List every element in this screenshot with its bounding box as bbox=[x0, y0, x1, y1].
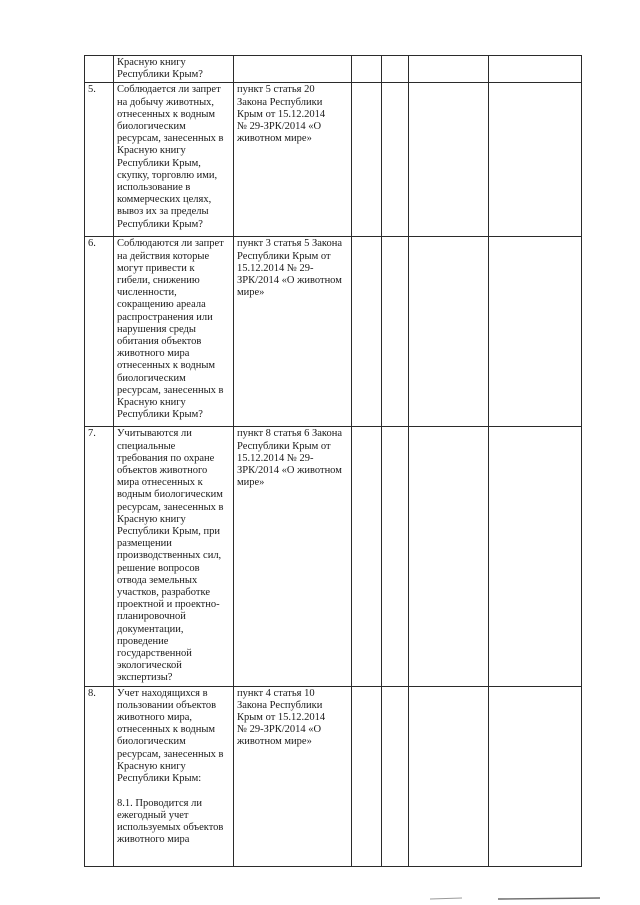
legal-basis-line: Закона Республики bbox=[237, 699, 323, 711]
question-line: проектной и проектно- bbox=[117, 599, 220, 611]
question-line: численности, bbox=[117, 287, 177, 299]
question-line: Учитываются ли bbox=[117, 428, 192, 440]
legal-basis-line: Закона Республики bbox=[237, 96, 323, 108]
question-line: Республики Крым? bbox=[117, 69, 203, 81]
question-line: Красную книгу bbox=[117, 145, 186, 157]
legal-basis-line: ЗРК/2014 «О животном bbox=[237, 465, 342, 477]
question-line: требования по охране bbox=[117, 452, 215, 464]
legal-basis-cell bbox=[234, 56, 352, 83]
legal-basis-line: 15.12.2014 № 29- bbox=[237, 262, 314, 274]
question-line bbox=[117, 785, 230, 797]
question-line: 8.1. Проводится ли bbox=[117, 797, 202, 809]
question-line: используемых объектов bbox=[117, 821, 224, 833]
question-line: Красную книгу bbox=[117, 397, 186, 409]
question-line: на добычу животных, bbox=[117, 96, 215, 108]
answer-cell bbox=[489, 427, 582, 686]
answer-cell bbox=[382, 427, 409, 686]
question-line: животного мира bbox=[117, 348, 190, 360]
legal-basis-line: № 29-ЗРК/2014 «О bbox=[237, 724, 322, 736]
question-line: сокращению ареала bbox=[117, 299, 206, 311]
question-line: Красную книгу bbox=[117, 57, 186, 68]
question-line: размещении bbox=[117, 538, 172, 550]
question-line: использование в bbox=[117, 182, 191, 194]
question-line: проведение bbox=[117, 635, 169, 647]
question-line: Республики Крым? bbox=[117, 218, 203, 230]
item-number-cell: 7. bbox=[85, 427, 114, 686]
table-row bbox=[85, 237, 582, 427]
question-cell bbox=[114, 237, 234, 427]
legal-basis-line: Республики Крым от bbox=[237, 440, 331, 452]
question-line: вывоз их за пределы bbox=[117, 206, 209, 218]
question-line: водным биологическим bbox=[117, 489, 223, 501]
question-line: ресурсам, занесенных в bbox=[117, 384, 224, 396]
legal-basis-line: ЗРК/2014 «О животном bbox=[237, 275, 342, 287]
question-cell bbox=[114, 686, 234, 866]
question-line: распространения или bbox=[117, 311, 213, 323]
answer-cell bbox=[409, 427, 489, 686]
question-line: животного мира bbox=[117, 834, 190, 846]
question-line: Республики Крым, bbox=[117, 157, 201, 169]
table-row bbox=[85, 686, 582, 866]
question-line: Соблюдается ли запрет bbox=[117, 84, 221, 96]
question-line: Республики Крым, при bbox=[117, 526, 220, 538]
question-line: участков, разработке bbox=[117, 587, 210, 599]
question-cell bbox=[114, 56, 234, 83]
answer-cell bbox=[409, 83, 489, 237]
legal-basis-cell bbox=[234, 83, 352, 237]
legal-basis-line: пункт 4 статья 10 bbox=[237, 687, 315, 699]
question-line: отвода земельных bbox=[117, 574, 198, 586]
question-line: обитания объектов bbox=[117, 336, 202, 348]
answer-cell bbox=[409, 56, 489, 83]
answer-cell bbox=[409, 686, 489, 866]
question-line: экологической bbox=[117, 660, 182, 672]
question-line: биологическим bbox=[117, 372, 186, 384]
legal-basis-line: мире» bbox=[237, 287, 265, 299]
question-line: решение вопросов bbox=[117, 562, 200, 574]
question-line: планировочной bbox=[117, 611, 186, 623]
question-line: экспертизы? bbox=[117, 672, 173, 684]
question-line: биологическим bbox=[117, 121, 186, 133]
legal-basis-line: 15.12.2014 № 29- bbox=[237, 452, 314, 464]
question-line: животного мира, bbox=[117, 712, 193, 724]
question-line: Соблюдаются ли запрет bbox=[117, 238, 224, 250]
question-line: коммерческих целях, bbox=[117, 194, 212, 206]
legal-basis-line: пункт 3 статья 5 Закона bbox=[237, 238, 343, 250]
legal-basis-cell bbox=[234, 686, 352, 866]
item-number-cell bbox=[85, 56, 114, 83]
question-line: на действия которые bbox=[117, 250, 210, 262]
question-line: скупку, торговлю ими, bbox=[117, 169, 218, 181]
legal-basis-line: мире» bbox=[237, 477, 265, 489]
table-row bbox=[85, 427, 582, 686]
answer-cell bbox=[382, 237, 409, 427]
question-line: гибели, снижению bbox=[117, 275, 200, 287]
table-row bbox=[85, 83, 582, 237]
question-line: Учет находящихся в bbox=[117, 687, 208, 699]
question-line: документации, bbox=[117, 623, 184, 635]
question-line: объектов животного bbox=[117, 465, 208, 477]
question-line: государственной bbox=[117, 648, 192, 660]
legal-basis-line: животном мире» bbox=[237, 736, 312, 748]
legal-basis-line: пункт 8 статья 6 Закона bbox=[237, 428, 343, 440]
legal-basis-line: Республики Крым от bbox=[237, 250, 331, 262]
answer-cell bbox=[382, 56, 409, 83]
question-line: мира отнесенных к bbox=[117, 477, 203, 489]
answer-cell bbox=[352, 427, 382, 686]
question-cell bbox=[114, 427, 234, 686]
question-line: пользовании объектов bbox=[117, 699, 217, 711]
table-row bbox=[85, 56, 582, 83]
question-line: ежегодный учет bbox=[117, 809, 189, 821]
question-line: специальные bbox=[117, 440, 176, 452]
question-line: отнесенных к водным bbox=[117, 108, 216, 120]
question-line: биологическим bbox=[117, 736, 186, 748]
legal-basis-line: животном мире» bbox=[237, 133, 312, 145]
inspection-checklist-table bbox=[84, 55, 582, 867]
answer-cell bbox=[382, 83, 409, 237]
answer-cell bbox=[352, 686, 382, 866]
answer-cell bbox=[489, 56, 582, 83]
question-line: могут привести к bbox=[117, 262, 195, 274]
legal-basis-line: № 29-ЗРК/2014 «О bbox=[237, 121, 322, 133]
legal-basis-line: пункт 5 статья 20 bbox=[237, 84, 315, 96]
legal-basis-line: Крым от 15.12.2014 bbox=[237, 712, 326, 724]
answer-cell bbox=[489, 686, 582, 866]
answer-cell bbox=[352, 83, 382, 237]
question-line: нарушения среды bbox=[117, 323, 196, 335]
legal-basis-cell bbox=[234, 427, 352, 686]
question-cell bbox=[114, 83, 234, 237]
question-line: ресурсам, занесенных в bbox=[117, 133, 224, 145]
question-line: Республики Крым? bbox=[117, 409, 203, 421]
legal-basis-line: Крым от 15.12.2014 bbox=[237, 108, 326, 120]
answer-cell bbox=[382, 686, 409, 866]
answer-cell bbox=[409, 237, 489, 427]
item-number-cell: 8. bbox=[85, 686, 114, 866]
legal-basis-cell bbox=[234, 237, 352, 427]
item-number-cell: 5. bbox=[85, 83, 114, 237]
question-line: ресурсам, занесенных в bbox=[117, 748, 224, 760]
answer-cell bbox=[489, 237, 582, 427]
answer-cell bbox=[352, 56, 382, 83]
question-line: Красную книгу bbox=[117, 760, 186, 772]
question-line: отнесенных к водным bbox=[117, 360, 216, 372]
answer-cell bbox=[489, 83, 582, 237]
question-line: отнесенных к водным bbox=[117, 724, 216, 736]
question-line: ресурсам, занесенных в bbox=[117, 501, 224, 513]
question-line: Республики Крым: bbox=[117, 773, 202, 785]
question-line: Красную книгу bbox=[117, 513, 186, 525]
question-line: производственных сил, bbox=[117, 550, 222, 562]
answer-cell bbox=[352, 237, 382, 427]
item-number-cell: 6. bbox=[85, 237, 114, 427]
